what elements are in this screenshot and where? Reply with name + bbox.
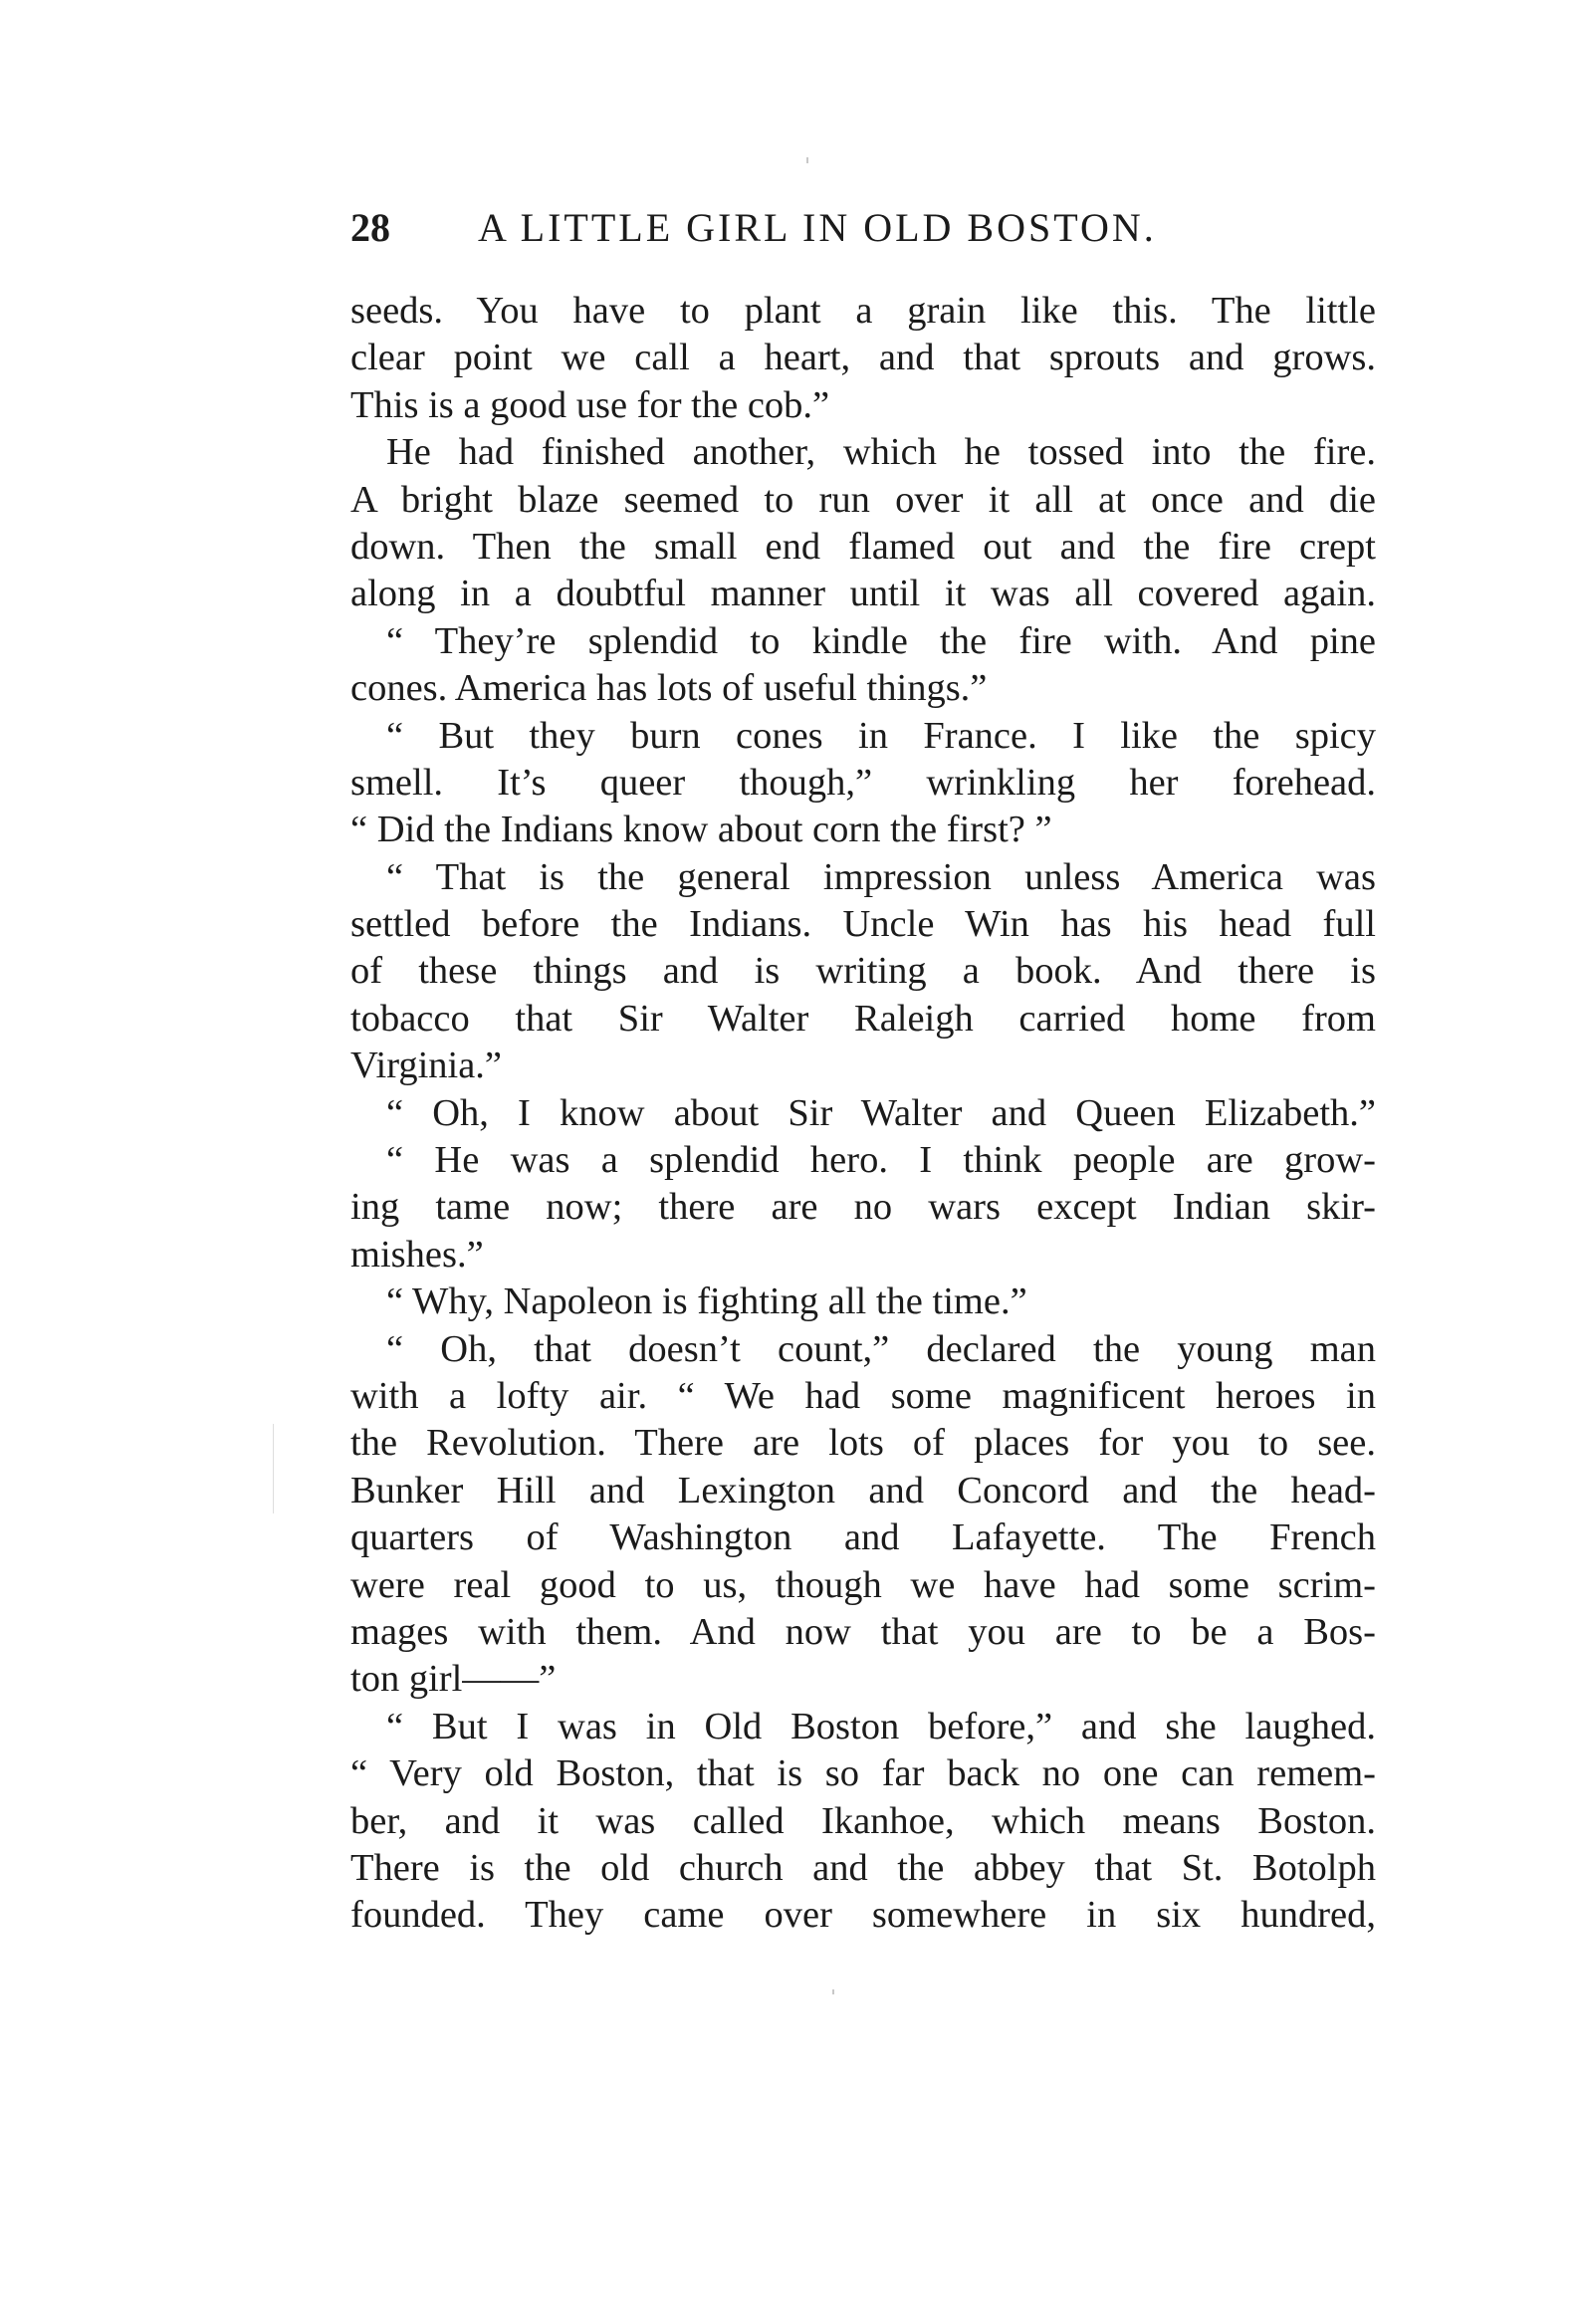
text-line: “ Did the Indians know about corn the first? ”: [350, 809, 1052, 851]
text-line: seeds. You have to plant a grain like this. The little: [350, 290, 1376, 332]
text-line: founded. They came over somewhere in six hundred,: [350, 1894, 1376, 1937]
page-number: 28: [350, 205, 390, 250]
text-line: settled before the Indians. Uncle Win has his head full: [350, 903, 1376, 946]
paper-speck: [806, 157, 808, 163]
text-line: clear point we call a heart, and that sprouts and grows.: [350, 337, 1376, 379]
text-line: tobacco that Sir Walter Raleigh carried home from: [350, 997, 1376, 1040]
text-line: mishes.”: [350, 1233, 484, 1276]
text-line: the Revolution. There are lots of places for you to see.: [350, 1422, 1376, 1465]
text-line: A bright blaze seemed to run over it all at once and die: [350, 478, 1376, 521]
text-line: ton girl——”: [350, 1658, 557, 1701]
text-line: of these things and is writing a book. And there is: [350, 950, 1376, 993]
text-line: with a lofty air. “ We had some magnificent heroes in: [350, 1374, 1376, 1417]
text-line: There is the old church and the abbey that St. Botolph: [350, 1846, 1376, 1889]
text-line: ing tame now; there are no wars except Indian skir-: [350, 1186, 1376, 1229]
text-line: “ Why, Napoleon is fighting all the time.”: [386, 1280, 1027, 1323]
text-line: mages with them. And now that you are to be a Bos-: [350, 1610, 1376, 1653]
text-line: “ Very old Boston, that is so far back no one can remem-: [350, 1752, 1376, 1795]
text-line: quarters of Washington and Lafayette. The French: [350, 1516, 1376, 1559]
text-line: cones. America has lots of useful things.”: [350, 667, 988, 710]
text-line: This is a good use for the cob.”: [350, 383, 830, 426]
paper-speck: [832, 1989, 834, 1994]
text-line: Virginia.”: [350, 1045, 503, 1087]
text-line: “ But I was in Old Boston before,” and she laughed.: [386, 1705, 1376, 1747]
text-line: “ But they burn cones in France. I like the spicy: [386, 714, 1376, 757]
text-line: “ He was a splendid hero. I think people are grow-: [386, 1139, 1376, 1182]
body-text: [350, 288, 1376, 1940]
running-title: A LITTLE GIRL IN OLD BOSTON.: [478, 205, 1157, 250]
text-line: “ Oh, I know about Sir Walter and Queen Elizabeth.”: [386, 1091, 1376, 1134]
text-line: “ Oh, that doesn’t count,” declared the young man: [386, 1327, 1376, 1370]
text-line: Bunker Hill and Lexington and Concord and the head-: [350, 1469, 1376, 1511]
text-line: ber, and it was called Ikanhoe, which means Boston.: [350, 1799, 1376, 1842]
running-header: [350, 203, 1376, 253]
text-line: were real good to us, though we have had some scrim-: [350, 1563, 1376, 1606]
text-line: along in a doubtful manner until it was all covered again.: [350, 573, 1376, 615]
paper-speck: [273, 1424, 274, 1513]
text-line: down. Then the small end flamed out and the fire crept: [350, 525, 1376, 568]
text-line: “ That is the general impression unless America was: [386, 855, 1376, 898]
text-line: smell. It’s queer though,” wrinkling her forehead.: [350, 761, 1376, 804]
text-line: “ They’re splendid to kindle the fire with. And pine: [386, 619, 1376, 662]
text-line: He had finished another, which he tossed into the fire.: [386, 431, 1376, 474]
